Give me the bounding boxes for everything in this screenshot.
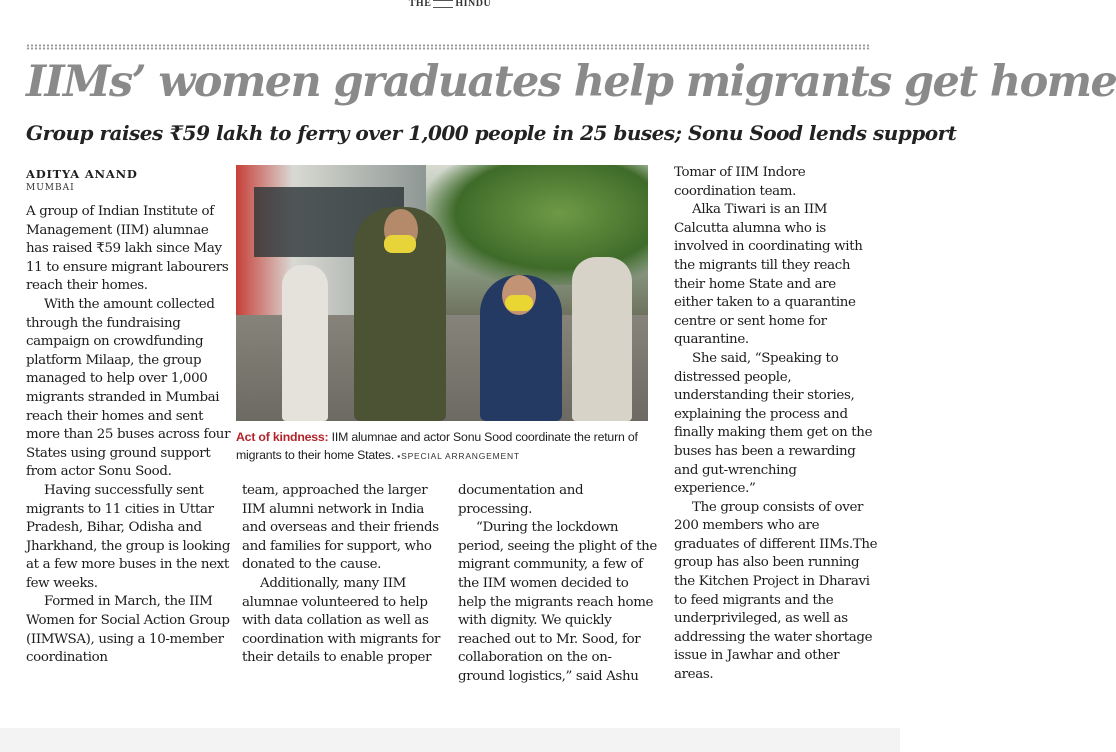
paragraph: “During the lockdown period, seeing the plight of the migrant community, a few of the IIM women decided to help the migrants reach home with dignity. We quickly reached out to Mr. Sood, for collaboration on the on-ground logistics,” said Ashu bbox=[458, 520, 657, 684]
paragraph: A group of Indian Institute of Management (IIM) alumnae has raised ₹59 lakh since May 11 to ensure migrant labourers reach their homes. bbox=[26, 204, 229, 294]
caption-text: IIM alumnae and actor Sonu Sood coordinate the return of migrants to their home States. bbox=[236, 430, 638, 462]
paragraph: With the amount collected through the fundraising campaign on crowdfunding platform Milaap, the group managed to help over 1,000 migrants stranded in Mumbai reach their homes and sent more than 25 buses across four States using ground support from actor Sonu Sood. bbox=[26, 296, 231, 480]
article-column-1 bbox=[26, 203, 234, 668]
dotted-divider bbox=[26, 44, 870, 50]
photo-credit: ▪SPECIAL ARRANGEMENT bbox=[397, 451, 520, 461]
paragraph: She said, “Speaking to distressed people, understanding their stories, explaining the process and finally making them get on the buses has been a rewarding and gut-wrenching experience.” bbox=[674, 350, 873, 497]
newspaper-masthead bbox=[0, 0, 900, 9]
paragraph: Alka Tiwari is an IIM Calcutta alumna who is involved in coordinating with the migrants till they reach their home State and are either taken to a quarantine centre or sent home for quarantine. bbox=[674, 202, 863, 348]
paragraph: Having successfully sent migrants to 11 cities in Uttar Pradesh, Bihar, Odisha and Jharkhand, the group is looking at a few more buses in the next few weeks. bbox=[26, 482, 231, 591]
photo-credit-text: SPECIAL ARRANGEMENT bbox=[401, 451, 520, 461]
paragraph: team, approached the larger IIM alumni network in India and overseas and their friends and families for support, who donated to the cause. bbox=[242, 483, 439, 573]
paragraph: Tomar of IIM Indore coordination team. bbox=[674, 165, 806, 199]
photo-person bbox=[282, 265, 328, 421]
article-column-2 bbox=[242, 482, 444, 668]
article-subhead: Group raises ₹59 lakh to ferry over 1,000 people in 25 buses; Sonu Sood lends support bbox=[26, 121, 957, 145]
article-photo bbox=[236, 165, 648, 421]
photo-person bbox=[572, 257, 632, 421]
masthead-hindu: HINDU bbox=[455, 0, 492, 9]
photo-caption bbox=[236, 428, 656, 465]
paragraph: Formed in March, the IIM Women for Social Action Group (IIMWSA), using a 10-member coordination bbox=[26, 594, 230, 666]
article-column-4 bbox=[674, 164, 878, 685]
article-headline: IIMs’ women graduates help migrants get home bbox=[26, 57, 1116, 107]
page-bottom-band bbox=[0, 728, 900, 752]
author-byline: ADITYA ANAND bbox=[26, 167, 138, 181]
dateline-location: MUMBAI bbox=[26, 183, 75, 193]
paragraph: Additionally, many IIM alumnae volunteered to help with data collation as well as coordination with migrants for their details to enable proper bbox=[242, 575, 441, 666]
caption-lead: Act of kindness: bbox=[236, 430, 329, 444]
article-column-3 bbox=[458, 482, 658, 687]
masthead-emblem-icon bbox=[433, 0, 453, 8]
paragraph: The group consists of over 200 members who are graduates of different IIMs.The group has also been running the Kitchen Project in Dharavi to feed migrants and the underprivileged, as well as addressing the water shortage issue in Jawhar and other areas. bbox=[674, 499, 878, 683]
photo-person-actor bbox=[354, 207, 446, 421]
paragraph: documentation and processing. bbox=[458, 483, 584, 517]
masthead-the: THE bbox=[408, 0, 432, 9]
photo-person-volunteer bbox=[480, 275, 562, 421]
